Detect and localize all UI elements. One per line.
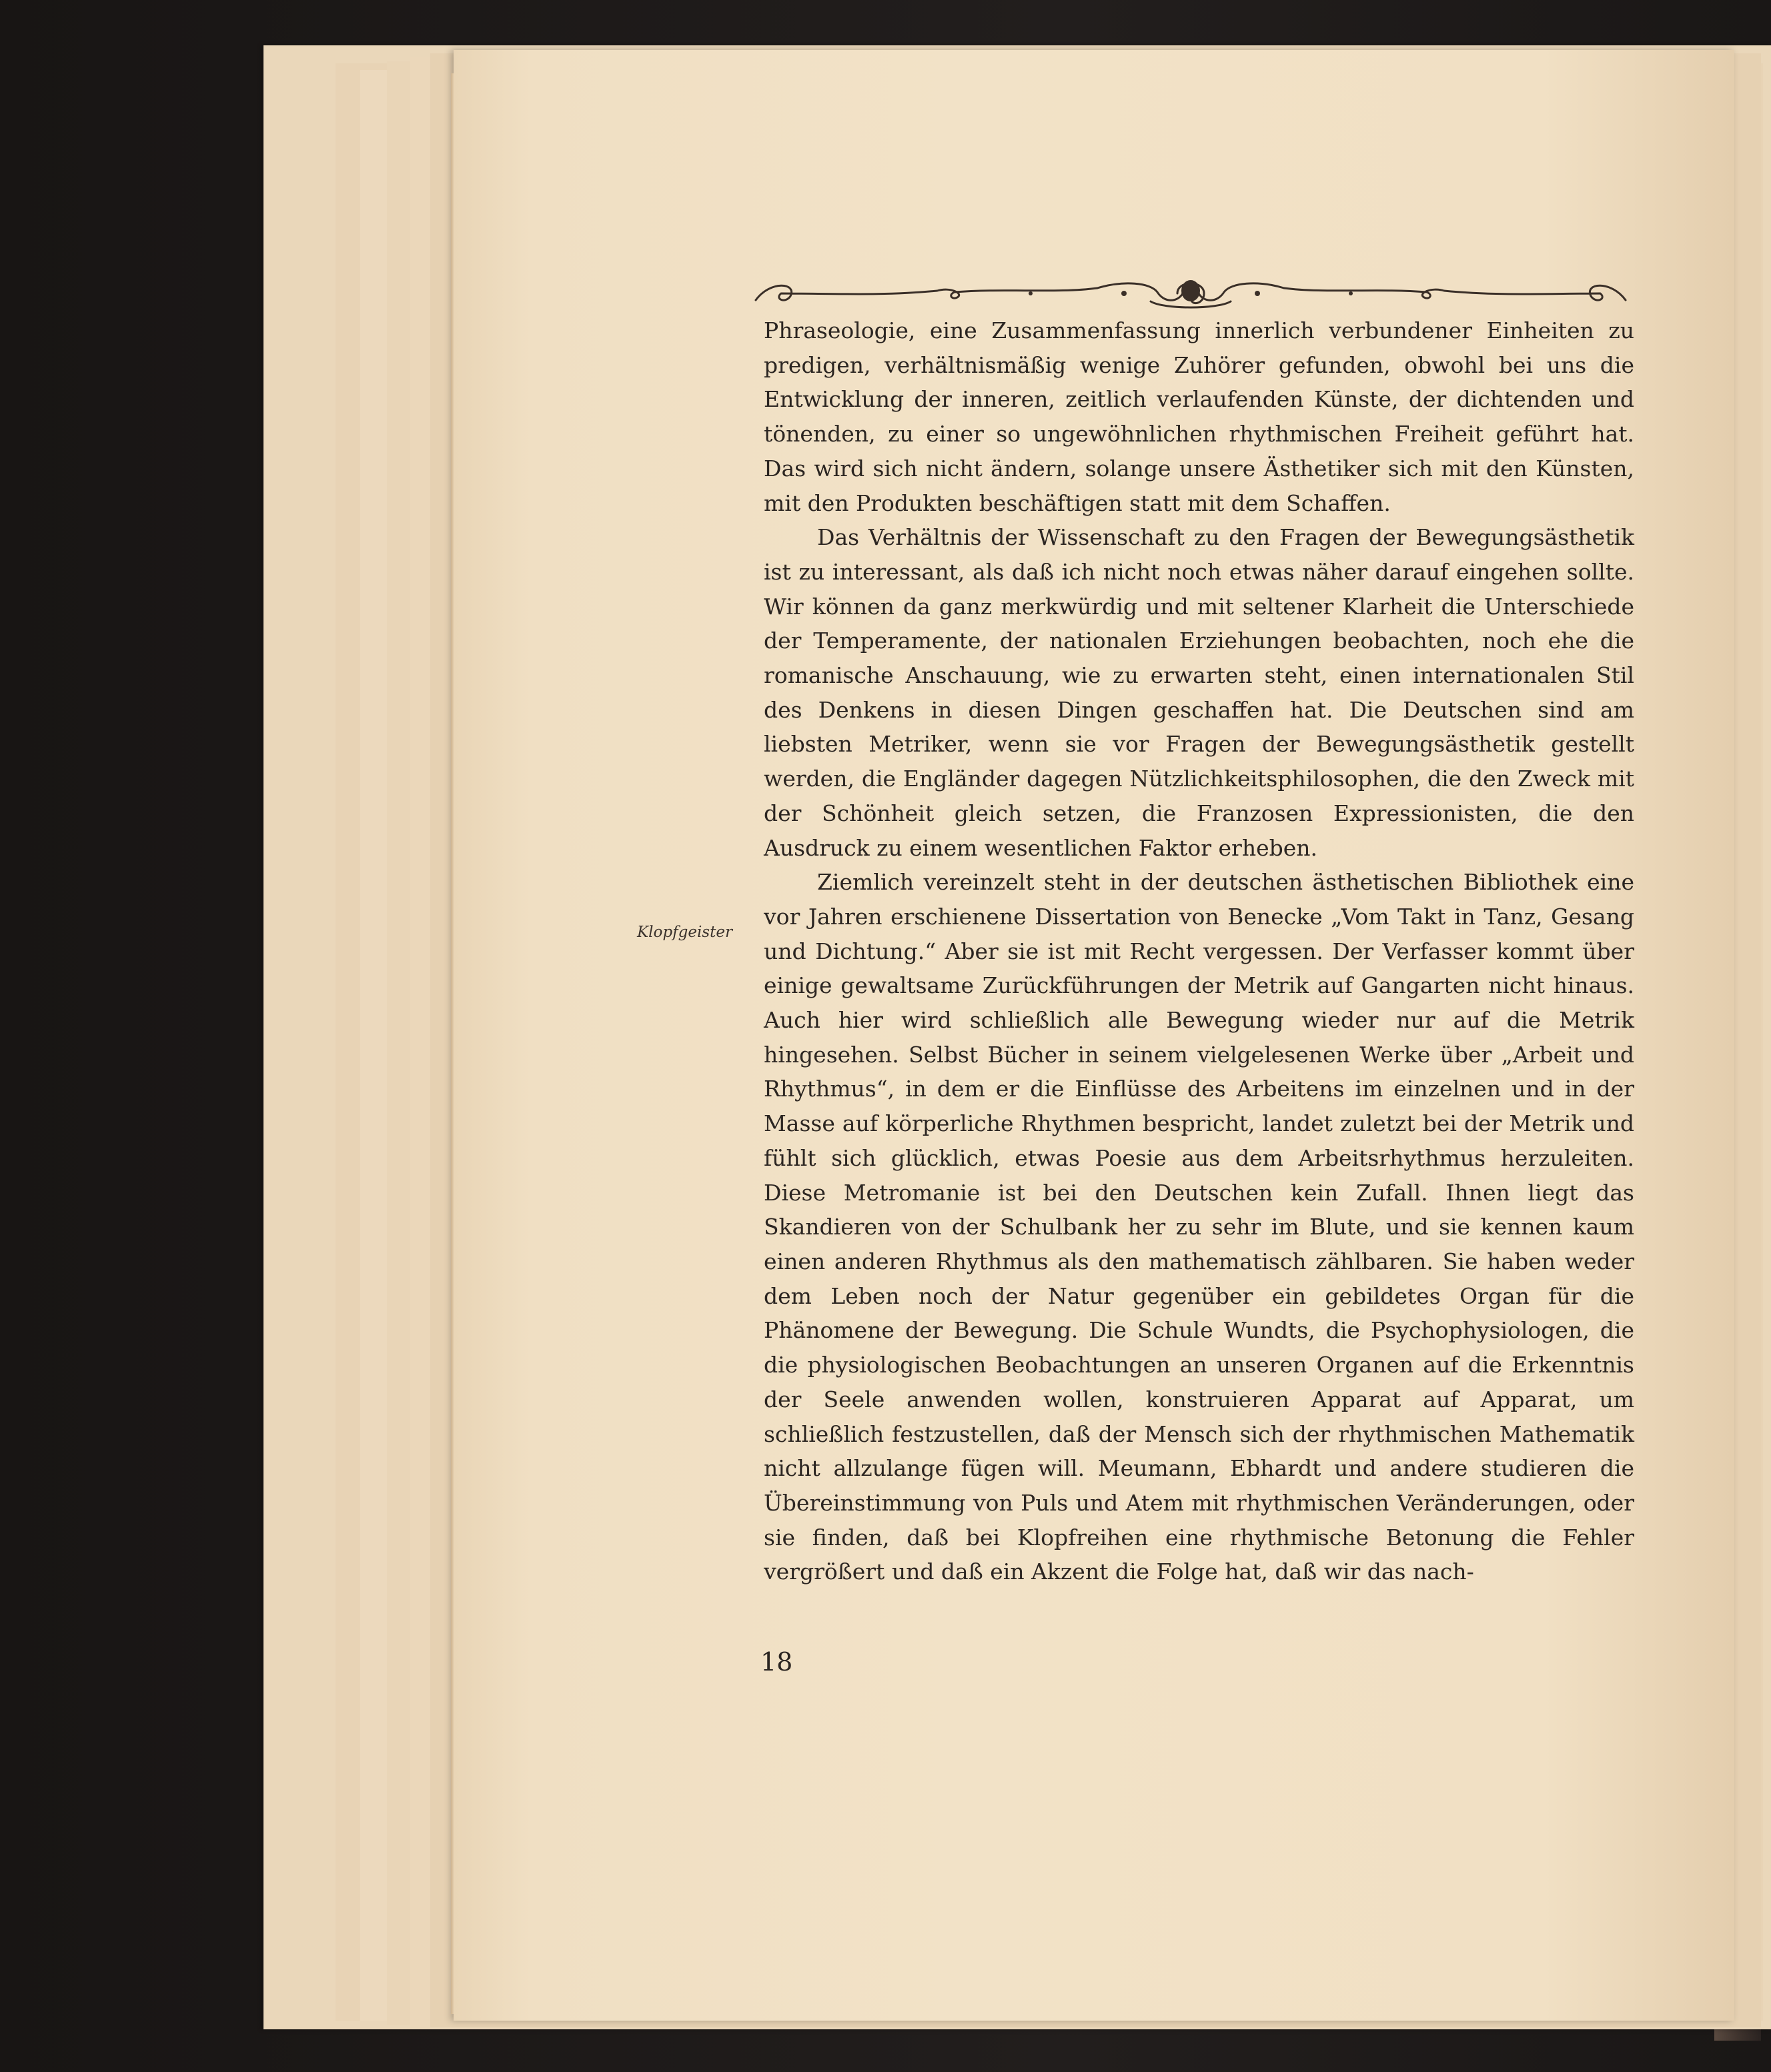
paragraph-2: Das Verhältnis der Wissenschaft zu den Fragen der Bewegungsästhetik ist zu interessant, als daß ich nicht noch etwas näher darauf eingehen sollte. Wir können da ganz merkwürdig und mit seltener Klarheit die Unterschiede der Temperamente, der nationalen Erziehungen beobachten, noch ehe die romanische Anschauung, wie zu erwarten steht, einen internationalen Stil des Denkens in diesen Dingen geschaffen hat. Die Deutschen sind am liebsten Metriker, wenn sie vor Fragen der Bewegungsästhetik gestellt werden, die Engländer dagegen Nützlichkeitsphilosophen, die den Zweck mit der Schönheit gleich setzen, die Franzosen Expressionisten, die den Ausdruck zu einem wesentlichen Faktor erheben. (764, 524, 1634, 861)
paragraph-3: Ziemlich vereinzelt steht in der deutschen ästhetischen Bibliothek eine vor Jahren erschienene Dissertation von Benecke „Vom Takt in Tanz, Gesang und Dichtung.“ Aber sie ist mit Recht vergessen. Der Verfasser kommt über einige gewaltsame Zurückführungen der Metrik auf Gangarten nicht hinaus. Auch hier wird schließlich alle Bewegung wieder nur auf die Metrik hingesehen. Selbst Bücher in seinem vielgelesenen Werke über „Arbeit und Rhythmus“, in dem er die Einflüsse des Arbeitens im einzelnen und in der Masse auf körperliche Rhythmen bespricht, landet zuletzt bei der Metrik und fühlt sich glücklich, etwas Poesie aus dem Arbeitsrhythmus herzuleiten. Diese Metromanie ist bei den Deutschen kein Zufall. Ihnen liegt das Skandieren von der Schulbank her zu sehr im Blute, und sie kennen kaum einen anderen Rhythmus als den mathematisch zählbaren. Sie haben weder dem Leben noch der Natur gegenüber ein gebildetes Organ für die Phänomene der Bewegung. Die Schule Wundts, die Psychophysiologen, die die physiologischen Beobachtungen an unseren Organen auf die Erkenntnis der Seele anwenden wollen, konstruieren Apparat auf Apparat, um schließlich festzustellen, daß der Mensch sich der rhythmischen Mathematik nicht allzulange fügen will. Meumann, Ebhardt und andere studieren die Übereinstimmung von Puls und Atem mit rhythmischen Veränderungen, oder sie finden, daß bei Klopfreihen eine rhythmische Betonung die Fehler vergrößert und daß ein Akzent die Folge hat, daß wir das nach- (764, 869, 1634, 1585)
paragraph-1: Phraseologie, eine Zusammenfassung innerlich verbundener Einheiten zu predigen, verhältnismäßig wenige Zuhörer gefunden, obwohl bei uns die Entwicklung der inneren, zeitlich verlaufenden Künste, der dichtenden und tönenden, zu einer so ungewöhnlichen rhythmischen Freiheit geführt hat. Das wird sich nicht ändern, solange unsere Ästhetiker sich mit den Künsten, mit den Produkten beschäftigen statt mit dem Schaffen. (764, 317, 1634, 516)
margin-note: Klopfgeister (637, 924, 732, 941)
page-gutter (451, 73, 454, 2014)
decorative-ornament-header (750, 273, 1631, 311)
page-number: 18 (760, 1647, 793, 1677)
body-text (764, 313, 1634, 1589)
